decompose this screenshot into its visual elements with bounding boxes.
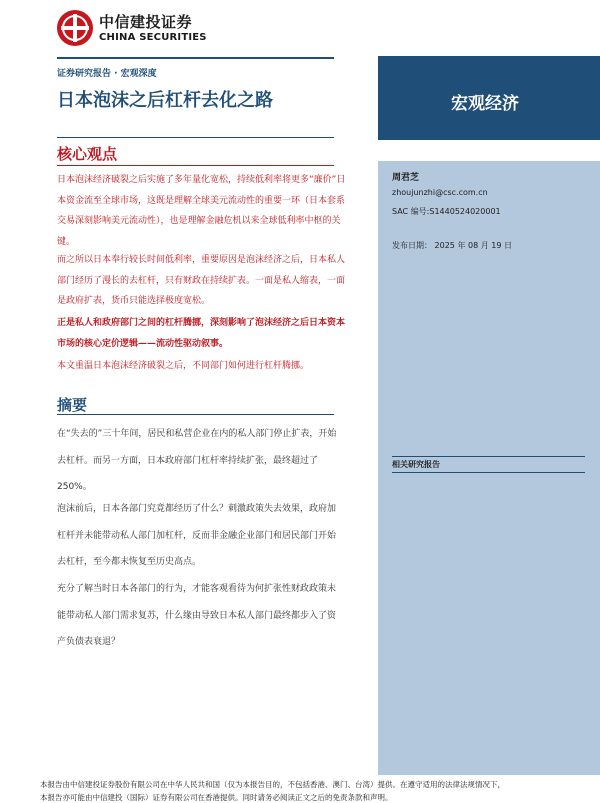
logo-text-cn: 中信建投证券 (99, 13, 193, 31)
core-paragraph-4: 本文重温日本泡沫经济破裂之后，不同部门如何进行杠杆腾挪。 (57, 361, 310, 371)
header-divider (57, 57, 334, 59)
summary-divider (57, 414, 334, 415)
core-views-divider (57, 165, 334, 166)
core-views-heading: 核心观点 (57, 145, 118, 163)
summary-paragraph-2: 泡沫前后，日本各部门究竟都经历了什么？刺激政策失去效果，政府加杠杆并未能带动私人部门加杠杆，反而非金融企业部门和居民部门开始去杠杆，至今都未恢复至历史高点。 (57, 504, 337, 567)
summary-paragraph-3: 充分了解当时日本各部门的行为，才能客观看待为何扩张性财政政策未能带动私人部门需求复苏，什么缘由导致日本私人部门最终都步入了资产负债表衰退？ (57, 584, 337, 647)
disclaimer-line-1: 本报告由中信建投证券股份有限公司在中华人民共和国（仅为本报告目的，不包括香港、澳门、台湾）提供。在遵守适用的法律法规情况下， (40, 780, 505, 789)
logo-text-en: CHINA SECURITIES (99, 32, 207, 43)
category-badge (378, 56, 600, 140)
author-email[interactable]: zhoujunzhi@csc.com.cn (392, 188, 488, 197)
core-paragraph-1: 日本泡沫经济破裂之后实施了多年量化宽松，持续低利率将更多“廉价”日本资金流至全球市场，这既是理解全球美元流动性的重要一环（日本套系交易深刻影响美元流动性），也是理解金融危机以来全球低利率中枢的关键。 (57, 175, 346, 247)
logo-emblem-icon (57, 10, 93, 46)
breadcrumb: 证券研究报告 · 宏观深度 (57, 69, 157, 79)
summary-paragraph-1: 在“失去的”三十年间，居民和私营企业在内的私人部门停止扩表，开始去杠杆。而另一方面，日本政府部门杠杆率持续扩张，最终超过了250%。 (57, 429, 337, 492)
disclaimer-line-2: 本报告亦可能由中信建投（国际）证券有限公司在香港提供。同时请务必阅读正文之后的免责条款和声明。 (40, 793, 393, 802)
publish-date: 发布日期： 2025 年 08 月 19 日 (392, 241, 512, 250)
core-paragraph-3: 正是私人和政府部门之间的杠杆腾挪，深刻影响了泡沫经济之后日本资本市场的核心定价逻辑——流动性驱动叙事。 (57, 318, 346, 349)
related-bottom-divider (392, 472, 585, 473)
category-label: 宏观经济 (451, 94, 519, 114)
company-logo (57, 10, 217, 50)
author-name: 周君芝 (392, 173, 420, 183)
related-reports-heading: 相关研究报告 (392, 460, 440, 469)
sac-number: SAC 编号:S1440524020001 (392, 207, 501, 216)
core-paragraph-2: 而之所以日本奉行较长时间低利率，重要原因是泡沫经济之后，日本私人部门经历了漫长的去杠杆，只有财政在持续扩表。一面是私人缩表，一面是政府扩表，货币只能选择极度宽松。 (57, 255, 346, 306)
related-top-divider (392, 456, 585, 457)
summary-heading: 摘要 (57, 396, 88, 414)
report-title: 日本泡沫之后杠杆去化之路 (57, 90, 273, 111)
title-divider (57, 137, 334, 138)
